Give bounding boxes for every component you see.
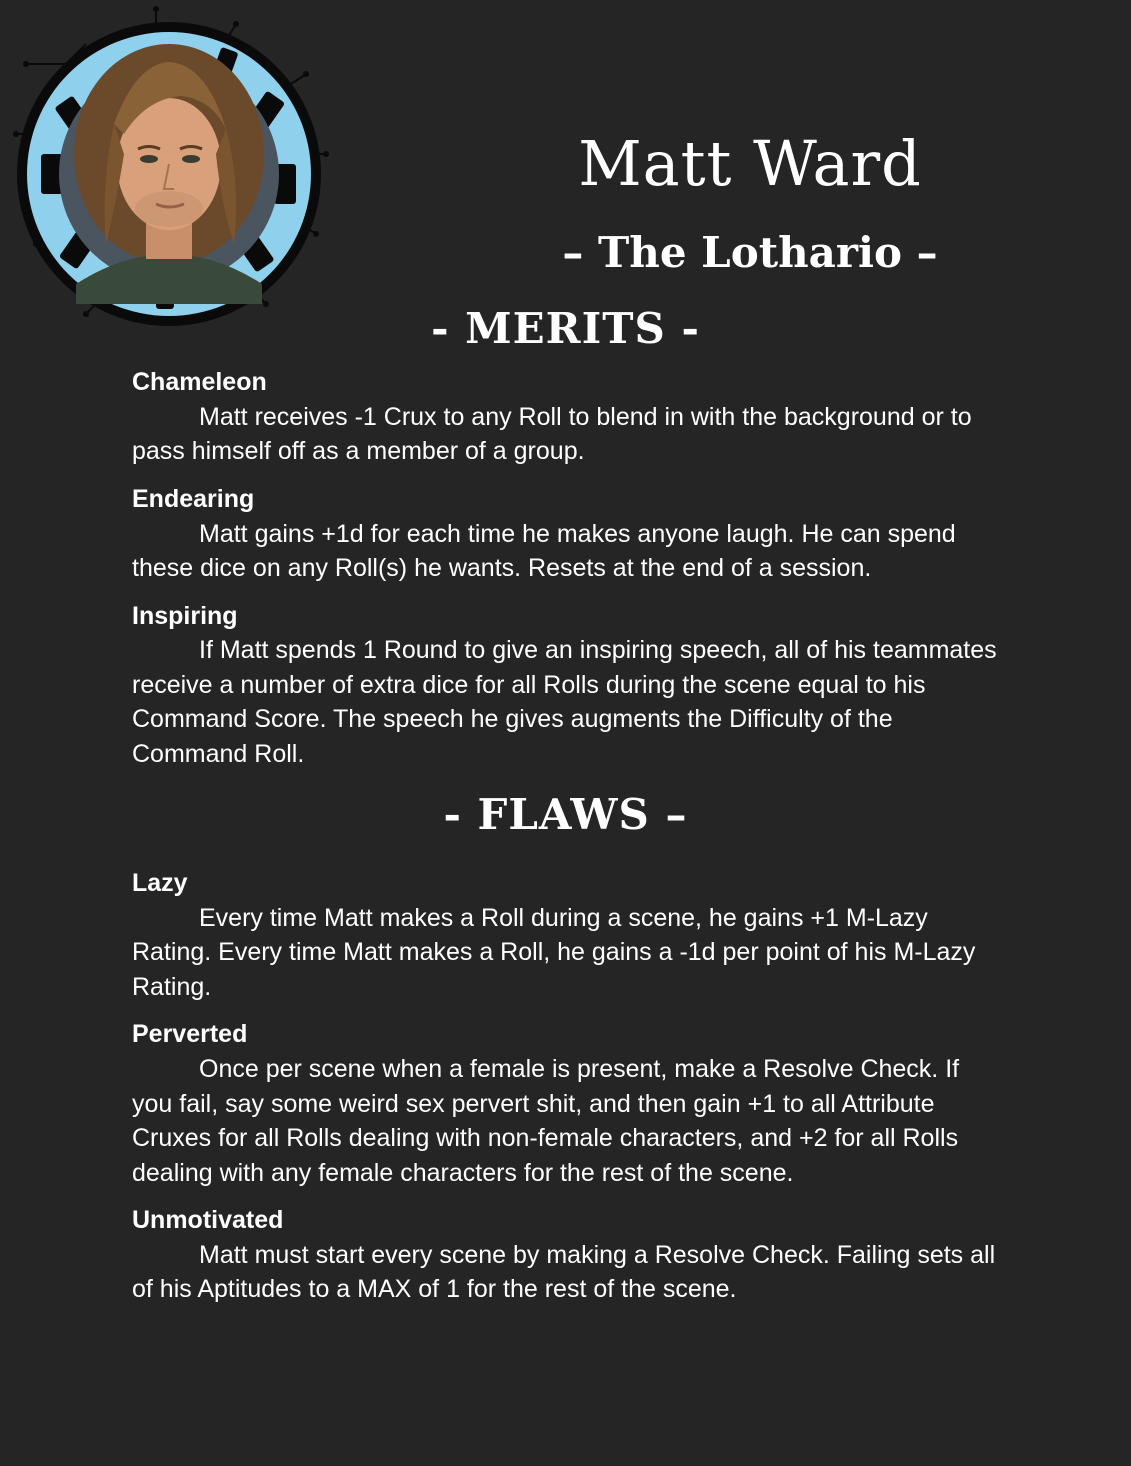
flaw-name: Unmotivated [132, 1206, 284, 1234]
merit-description: Matt gains +1d for each time he makes anyone laugh. He can spend these dice on any Roll(s) he wants. Resets at the end of a session. [132, 519, 956, 582]
merit-description: Matt receives -1 Crux to any Roll to blend in with the background or to pass himself off as a member of a group. [132, 402, 972, 466]
flaw-description: Every time Matt makes a Roll during a scene, he gains +1 M-Lazy Rating. Every time Matt makes a Roll, he gains a -1d per point of his M-Lazy Rating. [132, 903, 976, 1001]
character-epithet: – The Lothario – [562, 228, 938, 277]
merits-list [132, 366, 998, 785]
flaw-entry [132, 867, 998, 1004]
merits-heading: - MERITS - [431, 304, 700, 353]
merit-name: Endearing [132, 484, 255, 513]
character-name: Matt Ward [578, 127, 922, 200]
flaw-name: Lazy [132, 869, 188, 897]
merit-description: If Matt spends 1 Round to give an inspiring speech, all of his teammates receive a number of extra dice for all Rolls during the scene equal to his Command Score. The speech he gives augments the Difficulty of the Command Roll. [132, 636, 997, 768]
flaw-name: Perverted [132, 1020, 248, 1049]
flaw-entry [132, 1204, 998, 1307]
merit-entry [132, 483, 998, 586]
flaw-description: Matt must start every scene by making a Resolve Check. Failing sets all of his Aptitudes to a MAX of 1 for the rest of the scene. [132, 1240, 996, 1304]
flaws-heading: - FLAWS – [443, 790, 688, 839]
merit-entry [132, 600, 998, 772]
merit-name: Inspiring [132, 601, 238, 630]
flaw-description: Once per scene when a female is present, make a Resolve Check. If you fail, say some weird sex pervert shit, and then gain +1 to all Attribute Cruxes for all Rolls dealing with non-female characters, and +2 for all Rolls dealing with any female characters for the rest of the scene. [132, 1055, 960, 1187]
merit-name: Chameleon [132, 368, 267, 396]
character-portrait [6, 4, 336, 334]
merit-entry [132, 366, 998, 469]
flaws-list [132, 867, 998, 1321]
flaw-entry [132, 1018, 998, 1190]
